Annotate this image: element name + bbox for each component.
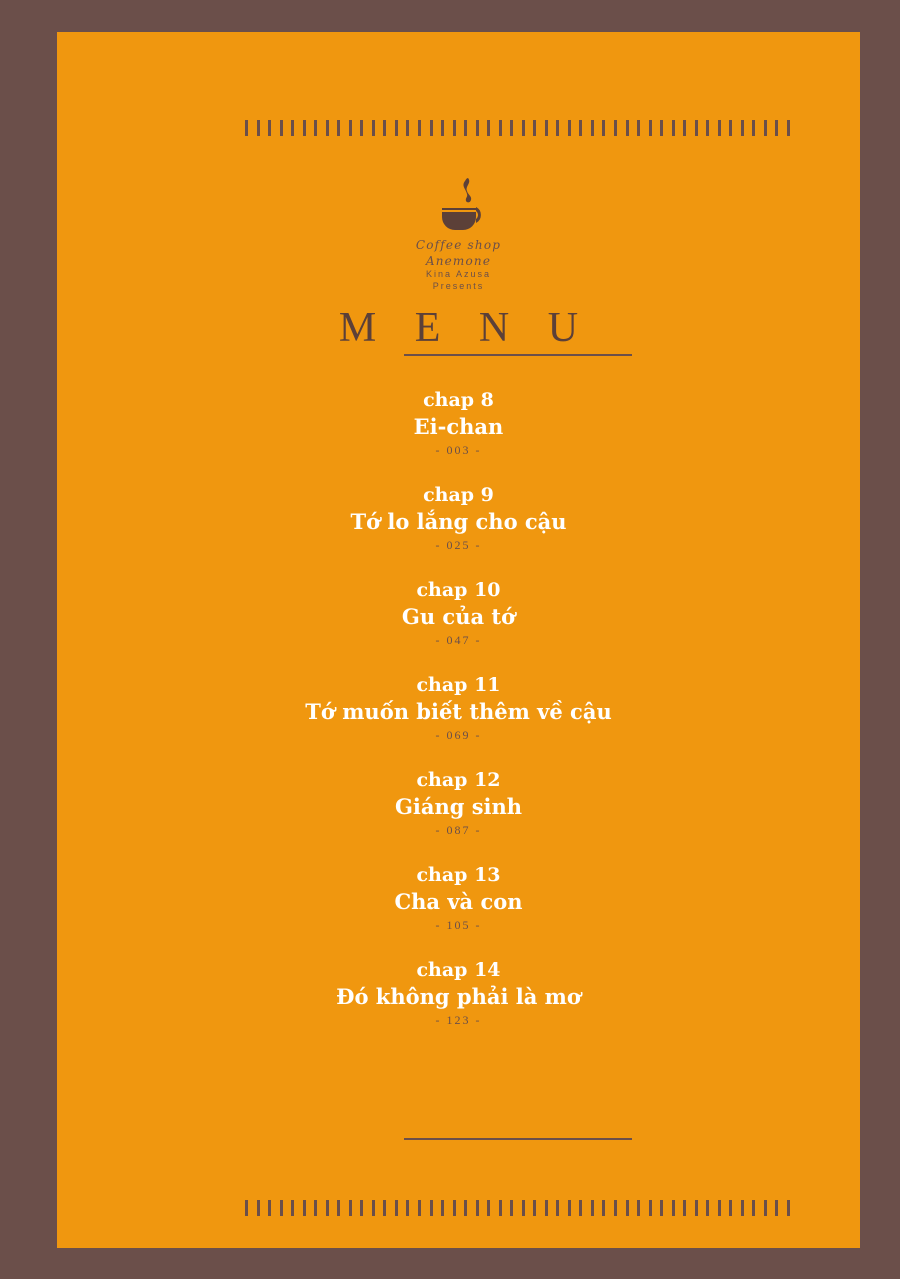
decorative-tick bbox=[453, 120, 456, 136]
decorative-tick bbox=[533, 1200, 536, 1216]
toc-chapter-number: chap 8 bbox=[423, 389, 494, 411]
decorative-tick bbox=[775, 120, 778, 136]
toc-chapter-number: chap 14 bbox=[416, 959, 501, 981]
author-name: Kina Azusa bbox=[425, 269, 492, 279]
toc-page-number: - 025 - bbox=[435, 538, 482, 552]
decorative-tick bbox=[522, 120, 525, 136]
toc-chapter-number: chap 13 bbox=[416, 864, 501, 886]
decorative-tick bbox=[245, 1200, 248, 1216]
decorative-tick bbox=[752, 1200, 755, 1216]
toc-page-number: - 087 - bbox=[435, 823, 482, 837]
toc-chapter-title: Ei-chan bbox=[413, 414, 504, 439]
decorative-tick bbox=[257, 120, 260, 136]
decorative-tick bbox=[406, 120, 409, 136]
decorative-tick bbox=[637, 120, 640, 136]
decorative-tick bbox=[476, 120, 479, 136]
toc-page-number: - 123 - bbox=[435, 1013, 482, 1027]
decorative-tick bbox=[337, 120, 340, 136]
decorative-tick bbox=[602, 120, 605, 136]
decorative-tick bbox=[718, 120, 721, 136]
toc-page-number: - 069 - bbox=[435, 728, 482, 742]
decorative-tick bbox=[614, 120, 617, 136]
decorative-tick bbox=[556, 1200, 559, 1216]
decorative-tick bbox=[764, 1200, 767, 1216]
decorative-tick bbox=[706, 120, 709, 136]
toc-entry[interactable] bbox=[57, 388, 860, 459]
toc-chapter-number: chap 11 bbox=[416, 674, 501, 696]
table-of-contents bbox=[57, 388, 860, 1053]
decorative-tick bbox=[660, 1200, 663, 1216]
decorative-tick bbox=[637, 1200, 640, 1216]
toc-entry[interactable] bbox=[57, 578, 860, 649]
decorative-tick bbox=[395, 120, 398, 136]
decorative-tick bbox=[430, 120, 433, 136]
toc-chapter-title: Đó không phải là mơ bbox=[336, 984, 581, 1009]
decorative-tick bbox=[383, 1200, 386, 1216]
toc-chapter-number: chap 12 bbox=[416, 769, 501, 791]
decorative-tick bbox=[257, 1200, 260, 1216]
toc-chapter-number: chap 10 bbox=[416, 579, 501, 601]
toc-page-number: - 003 - bbox=[435, 443, 482, 457]
decorative-tick bbox=[649, 120, 652, 136]
toc-chapter-title: Giáng sinh bbox=[394, 794, 523, 819]
decorative-tick bbox=[487, 1200, 490, 1216]
decorative-tick bbox=[510, 120, 513, 136]
decorative-tick bbox=[268, 120, 271, 136]
decorative-tick bbox=[741, 1200, 744, 1216]
coffee-cup-icon bbox=[57, 174, 860, 236]
toc-chapter-title: Gu của tớ bbox=[401, 604, 516, 629]
decorative-tick bbox=[683, 120, 686, 136]
toc-entry[interactable] bbox=[57, 673, 860, 744]
decorative-tick bbox=[568, 1200, 571, 1216]
decorative-tick bbox=[626, 1200, 629, 1216]
toc-entry[interactable] bbox=[57, 863, 860, 934]
decorative-tick bbox=[787, 120, 790, 136]
brand-name-line1: Coffee shop bbox=[415, 238, 502, 252]
decorative-tick bbox=[787, 1200, 790, 1216]
decorative-tick bbox=[683, 1200, 686, 1216]
decorative-tick bbox=[395, 1200, 398, 1216]
decorative-tick bbox=[695, 1200, 698, 1216]
decorative-tick bbox=[280, 120, 283, 136]
decorative-tick bbox=[510, 1200, 513, 1216]
decorative-tick bbox=[360, 120, 363, 136]
decorative-tick bbox=[372, 120, 375, 136]
decorative-tick bbox=[418, 120, 421, 136]
decorative-tick bbox=[360, 1200, 363, 1216]
decorative-tick bbox=[245, 120, 248, 136]
decorative-tick bbox=[602, 1200, 605, 1216]
decorative-tick bbox=[764, 120, 767, 136]
decorative-tick-row-top bbox=[245, 120, 790, 136]
toc-entry[interactable] bbox=[57, 768, 860, 839]
menu-panel bbox=[57, 32, 860, 1248]
decorative-tick bbox=[672, 1200, 675, 1216]
toc-chapter-title: Tớ muốn biết thêm về cậu bbox=[305, 699, 612, 724]
decorative-tick bbox=[499, 1200, 502, 1216]
decorative-tick bbox=[522, 1200, 525, 1216]
decorative-tick bbox=[487, 120, 490, 136]
decorative-tick bbox=[383, 120, 386, 136]
decorative-tick bbox=[280, 1200, 283, 1216]
decorative-tick bbox=[441, 120, 444, 136]
decorative-tick bbox=[303, 120, 306, 136]
toc-page-number: - 105 - bbox=[435, 918, 482, 932]
decorative-tick bbox=[579, 120, 582, 136]
brand-name-line2: Anemone bbox=[425, 254, 492, 268]
page-title: M E N U bbox=[338, 305, 593, 351]
decorative-tick bbox=[326, 120, 329, 136]
toc-chapter-title: Cha và con bbox=[394, 889, 523, 914]
decorative-tick bbox=[372, 1200, 375, 1216]
decorative-tick bbox=[706, 1200, 709, 1216]
toc-entry[interactable] bbox=[57, 958, 860, 1029]
decorative-tick bbox=[660, 120, 663, 136]
toc-chapter-number: chap 9 bbox=[423, 484, 494, 506]
decorative-tick bbox=[453, 1200, 456, 1216]
decorative-tick bbox=[591, 1200, 594, 1216]
decorative-tick bbox=[545, 120, 548, 136]
decorative-tick bbox=[614, 1200, 617, 1216]
decorative-tick bbox=[268, 1200, 271, 1216]
decorative-tick bbox=[695, 120, 698, 136]
decorative-tick bbox=[533, 120, 536, 136]
decorative-tick bbox=[729, 1200, 732, 1216]
decorative-tick bbox=[556, 120, 559, 136]
decorative-tick bbox=[672, 120, 675, 136]
decorative-tick bbox=[314, 120, 317, 136]
decorative-tick bbox=[337, 1200, 340, 1216]
decorative-tick bbox=[568, 120, 571, 136]
presents-label: Presents bbox=[432, 281, 485, 291]
decorative-tick bbox=[314, 1200, 317, 1216]
decorative-tick bbox=[464, 120, 467, 136]
decorative-tick bbox=[545, 1200, 548, 1216]
decorative-tick bbox=[579, 1200, 582, 1216]
decorative-tick bbox=[718, 1200, 721, 1216]
decorative-tick bbox=[349, 1200, 352, 1216]
decorative-tick bbox=[464, 1200, 467, 1216]
decorative-tick bbox=[291, 120, 294, 136]
decorative-tick bbox=[626, 120, 629, 136]
decorative-tick bbox=[775, 1200, 778, 1216]
decorative-tick bbox=[406, 1200, 409, 1216]
decorative-tick bbox=[752, 120, 755, 136]
divider-under-title bbox=[404, 354, 632, 356]
toc-entry[interactable] bbox=[57, 483, 860, 554]
logo-block bbox=[57, 174, 860, 292]
toc-page-number: - 047 - bbox=[435, 633, 482, 647]
decorative-tick bbox=[499, 120, 502, 136]
decorative-tick bbox=[430, 1200, 433, 1216]
decorative-tick bbox=[649, 1200, 652, 1216]
decorative-tick bbox=[741, 120, 744, 136]
decorative-tick bbox=[418, 1200, 421, 1216]
divider-bottom bbox=[404, 1138, 632, 1140]
decorative-tick bbox=[326, 1200, 329, 1216]
decorative-tick bbox=[729, 120, 732, 136]
decorative-tick bbox=[303, 1200, 306, 1216]
decorative-tick bbox=[441, 1200, 444, 1216]
decorative-tick-row-bottom bbox=[245, 1200, 790, 1216]
decorative-tick bbox=[291, 1200, 294, 1216]
toc-chapter-title: Tớ lo lắng cho cậu bbox=[350, 509, 567, 534]
decorative-tick bbox=[591, 120, 594, 136]
decorative-tick bbox=[476, 1200, 479, 1216]
decorative-tick bbox=[349, 120, 352, 136]
